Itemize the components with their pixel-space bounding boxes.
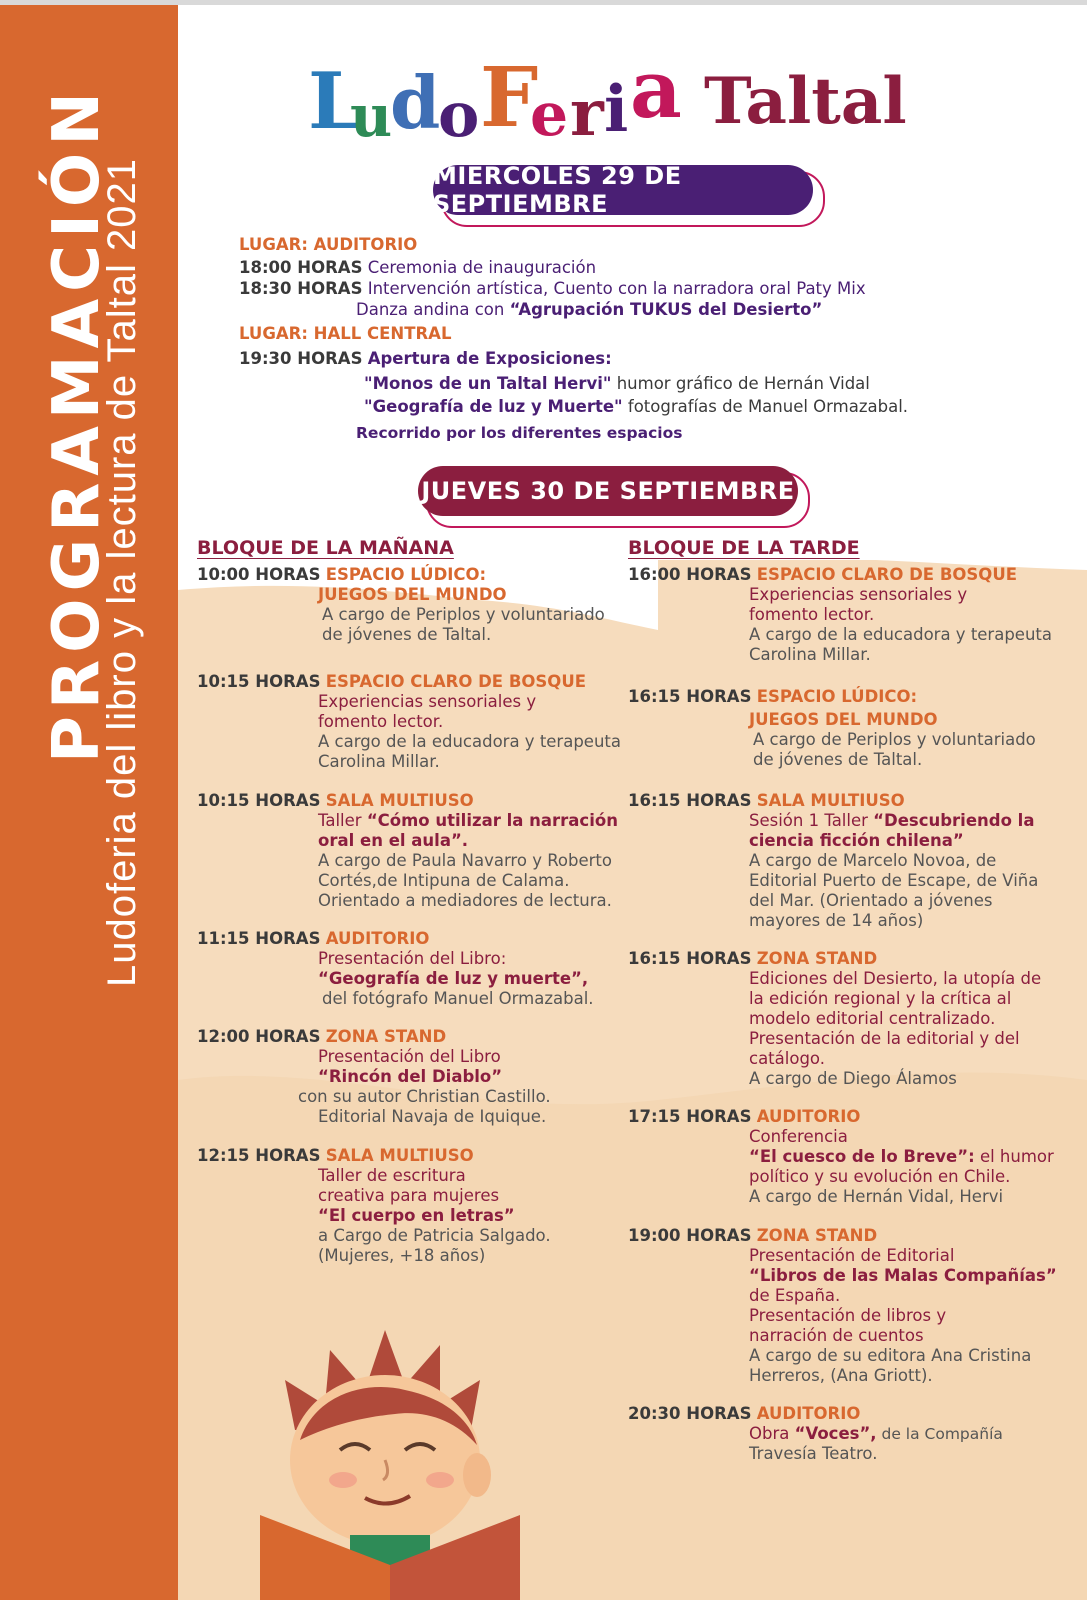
program-title: PROGRAMACIÓN xyxy=(40,85,114,763)
event-highlight: ciencia ficción chilena” xyxy=(749,831,964,850)
event-line: A cargo de Paula Navarro y Roberto xyxy=(318,851,612,870)
event-time: 10:15 HORAS xyxy=(197,791,321,810)
afternoon-event-7 xyxy=(628,1404,1003,1464)
event-highlight: “Descubriendo la xyxy=(873,811,1035,830)
event-line: Taller xyxy=(318,811,367,830)
expo-desc: fotografías de Manuel Ormazabal. xyxy=(622,397,909,416)
event-line: A cargo de Marcelo Novoa, de xyxy=(749,851,997,870)
event-line: A cargo de la educadora y terapeuta xyxy=(318,732,621,751)
child-reading-illustration xyxy=(255,1310,535,1600)
event-line: Obra xyxy=(749,1424,795,1443)
event-line: de jóvenes de Taltal. xyxy=(753,750,923,769)
afternoon-event-5 xyxy=(628,1107,1054,1207)
event-time: 12:15 HORAS xyxy=(197,1146,321,1165)
event-line: el humor xyxy=(974,1147,1054,1166)
event-time: 10:15 HORAS xyxy=(197,672,321,691)
event-line: A cargo de la educadora y terapeuta xyxy=(749,625,1052,644)
event-line: Presentación del Libro: xyxy=(318,949,507,968)
event-place: ESPACIO CLARO DE BOSQUE xyxy=(325,672,587,691)
event-line: fomento lector. xyxy=(749,605,875,624)
day1-expo-1 xyxy=(364,374,870,394)
event-line: A cargo de su editora Ana Cristina xyxy=(749,1346,1032,1365)
event-line: Conferencia xyxy=(749,1127,848,1146)
event-line: catálogo. xyxy=(749,1049,825,1068)
event-text: Apertura de Exposiciones: xyxy=(367,349,612,368)
event-line: de España. xyxy=(749,1286,841,1305)
event-time: 16:00 HORAS xyxy=(628,565,752,584)
event-place: SALA MULTIUSO xyxy=(756,791,905,810)
expo-desc: humor gráfico de Hernán Vidal xyxy=(611,374,870,393)
morning-event-5 xyxy=(197,1027,551,1127)
event-line: fomento lector. xyxy=(318,712,444,731)
event-time: 19:00 HORAS xyxy=(628,1226,752,1245)
event-line: la edición regional y la crítica al xyxy=(749,989,1012,1008)
event-time: 17:15 HORAS xyxy=(628,1107,752,1126)
event-line: JUEGOS DEL MUNDO xyxy=(749,710,938,729)
event-line: Cortés,de Intipuna de Calama. xyxy=(318,871,570,890)
event-line: A cargo de Periplos y voluntariado xyxy=(322,605,605,624)
morning-event-4 xyxy=(197,929,594,1009)
day1-event-1 xyxy=(239,258,596,278)
event-line: mayores de 14 años) xyxy=(749,911,924,930)
event-place: ZONA STAND xyxy=(756,1226,878,1245)
event-line: Herreros, (Ana Griott). xyxy=(749,1366,933,1385)
event-time: 16:15 HORAS xyxy=(628,949,752,968)
event-line: Editorial Navaja de Iquique. xyxy=(318,1107,547,1126)
event-line: (Mujeres, +18 años) xyxy=(318,1246,486,1265)
event-line: Presentación del Libro xyxy=(318,1047,501,1066)
event-time: 18:00 HORAS xyxy=(239,258,363,277)
event-highlight: “Cómo utilizar la narración xyxy=(366,811,618,830)
event-line: Editorial Puerto de Escape, de Viña xyxy=(749,871,1039,890)
afternoon-event-2 xyxy=(628,687,1036,770)
event-line: Carolina Millar. xyxy=(749,645,871,664)
event-line: Orientado a mediadores de lectura. xyxy=(318,891,612,910)
event-place: ESPACIO LÚDICO: xyxy=(325,565,487,584)
sidebar-banner xyxy=(0,5,178,1600)
event-highlight: “El cuesco de lo Breve”: xyxy=(749,1147,975,1166)
event-line: modelo editorial centralizado. xyxy=(749,1009,996,1028)
event-text: Danza andina con xyxy=(356,300,510,319)
morning-event-2 xyxy=(197,672,621,772)
event-line: con su autor Christian Castillo. xyxy=(298,1087,551,1106)
event-highlight: “Voces”, xyxy=(794,1424,877,1443)
event-line: A cargo de Hernán Vidal, Hervi xyxy=(749,1187,1004,1206)
event-place: ZONA STAND xyxy=(756,949,878,968)
afternoon-block-title: BLOQUE DE LA TARDE xyxy=(628,537,860,559)
event-line: Carolina Millar. xyxy=(318,752,440,771)
event-place: ESPACIO LÚDICO: xyxy=(756,687,918,706)
event-line: Taller de escritura xyxy=(318,1166,466,1185)
day1-place-hall: LUGAR: HALL CENTRAL xyxy=(239,324,452,343)
event-line: del Mar. (Orientado a jóvenes xyxy=(749,891,993,910)
event-line: narración de cuentos xyxy=(749,1326,924,1345)
day1-event-2-line2 xyxy=(356,300,822,320)
event-line: del fotógrafo Manuel Ormazabal. xyxy=(322,989,594,1008)
event-place: AUDITORIO xyxy=(756,1107,861,1126)
ludoferia-logo: L u d o F e r i a Taltal xyxy=(308,42,907,151)
afternoon-event-4 xyxy=(628,949,1041,1089)
day2-header: JUEVES 30 DE SEPTIEMBRE xyxy=(418,466,798,516)
morning-block-title: BLOQUE DE LA MAÑANA xyxy=(197,537,454,559)
day1-recorrido: Recorrido por los diferentes espacios xyxy=(356,424,683,442)
day1-event-2 xyxy=(239,279,866,299)
event-text: Ceremonia de inauguración xyxy=(367,258,597,277)
event-line: A cargo de Periplos y voluntariado xyxy=(753,730,1036,749)
event-highlight: “Agrupación TUKUS del Desierto” xyxy=(509,300,823,319)
event-line: Sesión 1 Taller xyxy=(749,811,874,830)
expo-title: "Geografía de luz y Muerte" xyxy=(364,397,623,416)
event-line: político y su evolución en Chile. xyxy=(749,1167,1011,1186)
morning-event-6 xyxy=(197,1146,551,1266)
event-time: 10:00 HORAS xyxy=(197,565,321,584)
event-time: 20:30 HORAS xyxy=(628,1404,752,1423)
day1-place-auditorio: LUGAR: AUDITORIO xyxy=(239,235,418,254)
event-time: 16:15 HORAS xyxy=(628,791,752,810)
event-line: Presentación de Editorial xyxy=(749,1246,955,1265)
event-line: a Cargo de Patricia Salgado. xyxy=(318,1226,551,1245)
event-highlight: “Geografía de luz y muerte”, xyxy=(318,969,589,988)
event-line: Ediciones del Desierto, la utopía de xyxy=(749,969,1042,988)
event-time: 16:15 HORAS xyxy=(628,687,752,706)
event-line: de jóvenes de Taltal. xyxy=(322,625,492,644)
event-line: Experiencias sensoriales y xyxy=(318,692,537,711)
event-line: creativa para mujeres xyxy=(318,1186,500,1205)
event-place: SALA MULTIUSO xyxy=(325,791,474,810)
afternoon-event-6 xyxy=(628,1226,1057,1386)
event-line: Travesía Teatro. xyxy=(749,1444,878,1463)
event-place: ESPACIO CLARO DE BOSQUE xyxy=(756,565,1018,584)
morning-event-3 xyxy=(197,791,618,911)
event-highlight: “Libros de las Malas Compañías” xyxy=(749,1266,1057,1285)
event-highlight: oral en el aula”. xyxy=(318,831,469,850)
event-place: AUDITORIO xyxy=(325,929,430,948)
event-line: Experiencias sensoriales y xyxy=(749,585,968,604)
event-line: JUEGOS DEL MUNDO xyxy=(318,585,507,604)
morning-event-1 xyxy=(197,565,605,645)
event-line: de la Compañía xyxy=(876,1425,1003,1443)
day1-header: MIÉRCOLES 29 DE SEPTIEMBRE xyxy=(433,165,813,215)
afternoon-event-3 xyxy=(628,791,1038,931)
event-place: ZONA STAND xyxy=(325,1027,447,1046)
event-time: 11:15 HORAS xyxy=(197,929,321,948)
event-place: SALA MULTIUSO xyxy=(325,1146,474,1165)
day1-expo-2 xyxy=(364,397,908,417)
event-place: AUDITORIO xyxy=(756,1404,861,1423)
event-time: 12:00 HORAS xyxy=(197,1027,321,1046)
event-line: Presentación de la editorial y del xyxy=(749,1029,1020,1048)
event-text: Intervención artística, Cuento con la narradora oral Paty Mix xyxy=(367,279,866,298)
expo-title: "Monos de un Taltal Hervi" xyxy=(364,374,612,393)
event-time: 18:30 HORAS xyxy=(239,279,363,298)
event-line: A cargo de Diego Álamos xyxy=(749,1069,957,1088)
program-subtitle: Ludoferia del libro y la lectura de Taltal 2021 xyxy=(100,158,144,987)
event-highlight: “Rincón del Diablo” xyxy=(318,1067,503,1086)
day1-event-3 xyxy=(239,349,612,369)
event-time: 19:30 HORAS xyxy=(239,349,363,368)
afternoon-event-1 xyxy=(628,565,1052,665)
event-highlight: “El cuerpo en letras” xyxy=(318,1206,515,1225)
event-line: Presentación de libros y xyxy=(749,1306,947,1325)
